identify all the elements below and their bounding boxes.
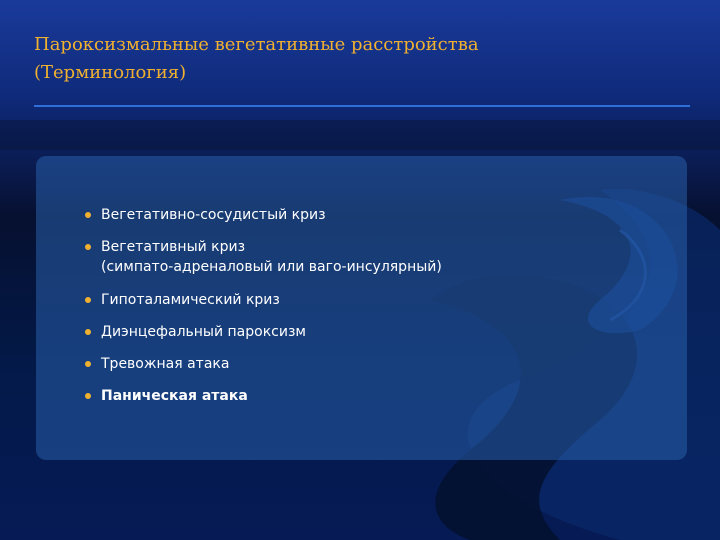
- list-item-subtext: (симпато-адреналовый или ваго-инсулярный): [101, 259, 442, 275]
- list-item-text: Вегетативный криз: [101, 239, 246, 255]
- bullet-dot-icon: [85, 212, 91, 218]
- bullet-dot-icon: [85, 361, 91, 367]
- bullet-dot-icon: [85, 244, 91, 250]
- bullet-list: [85, 205, 645, 418]
- list-item: [85, 290, 645, 310]
- list-item: [85, 237, 645, 277]
- list-item-text: Тревожная атака: [101, 356, 230, 372]
- list-item-text: Паническая атака: [101, 388, 248, 404]
- title-line-1: Пароксизмальные вегетативные расстройства: [34, 34, 479, 55]
- list-item: [85, 354, 645, 374]
- bullet-dot-icon: [85, 297, 91, 303]
- list-item: [85, 205, 645, 225]
- list-item-text: Вегетативно-сосудистый криз: [101, 207, 326, 223]
- title-line-2: (Терминология): [34, 62, 187, 83]
- list-item-text: Диэнцефальный пароксизм: [101, 324, 306, 340]
- list-item: [85, 322, 645, 342]
- list-item: [85, 386, 645, 406]
- list-item-text: Гипоталамический криз: [101, 292, 280, 308]
- title-underline: [34, 105, 690, 107]
- bullet-dot-icon: [85, 393, 91, 399]
- slide-title: [34, 31, 634, 87]
- bullet-dot-icon: [85, 329, 91, 335]
